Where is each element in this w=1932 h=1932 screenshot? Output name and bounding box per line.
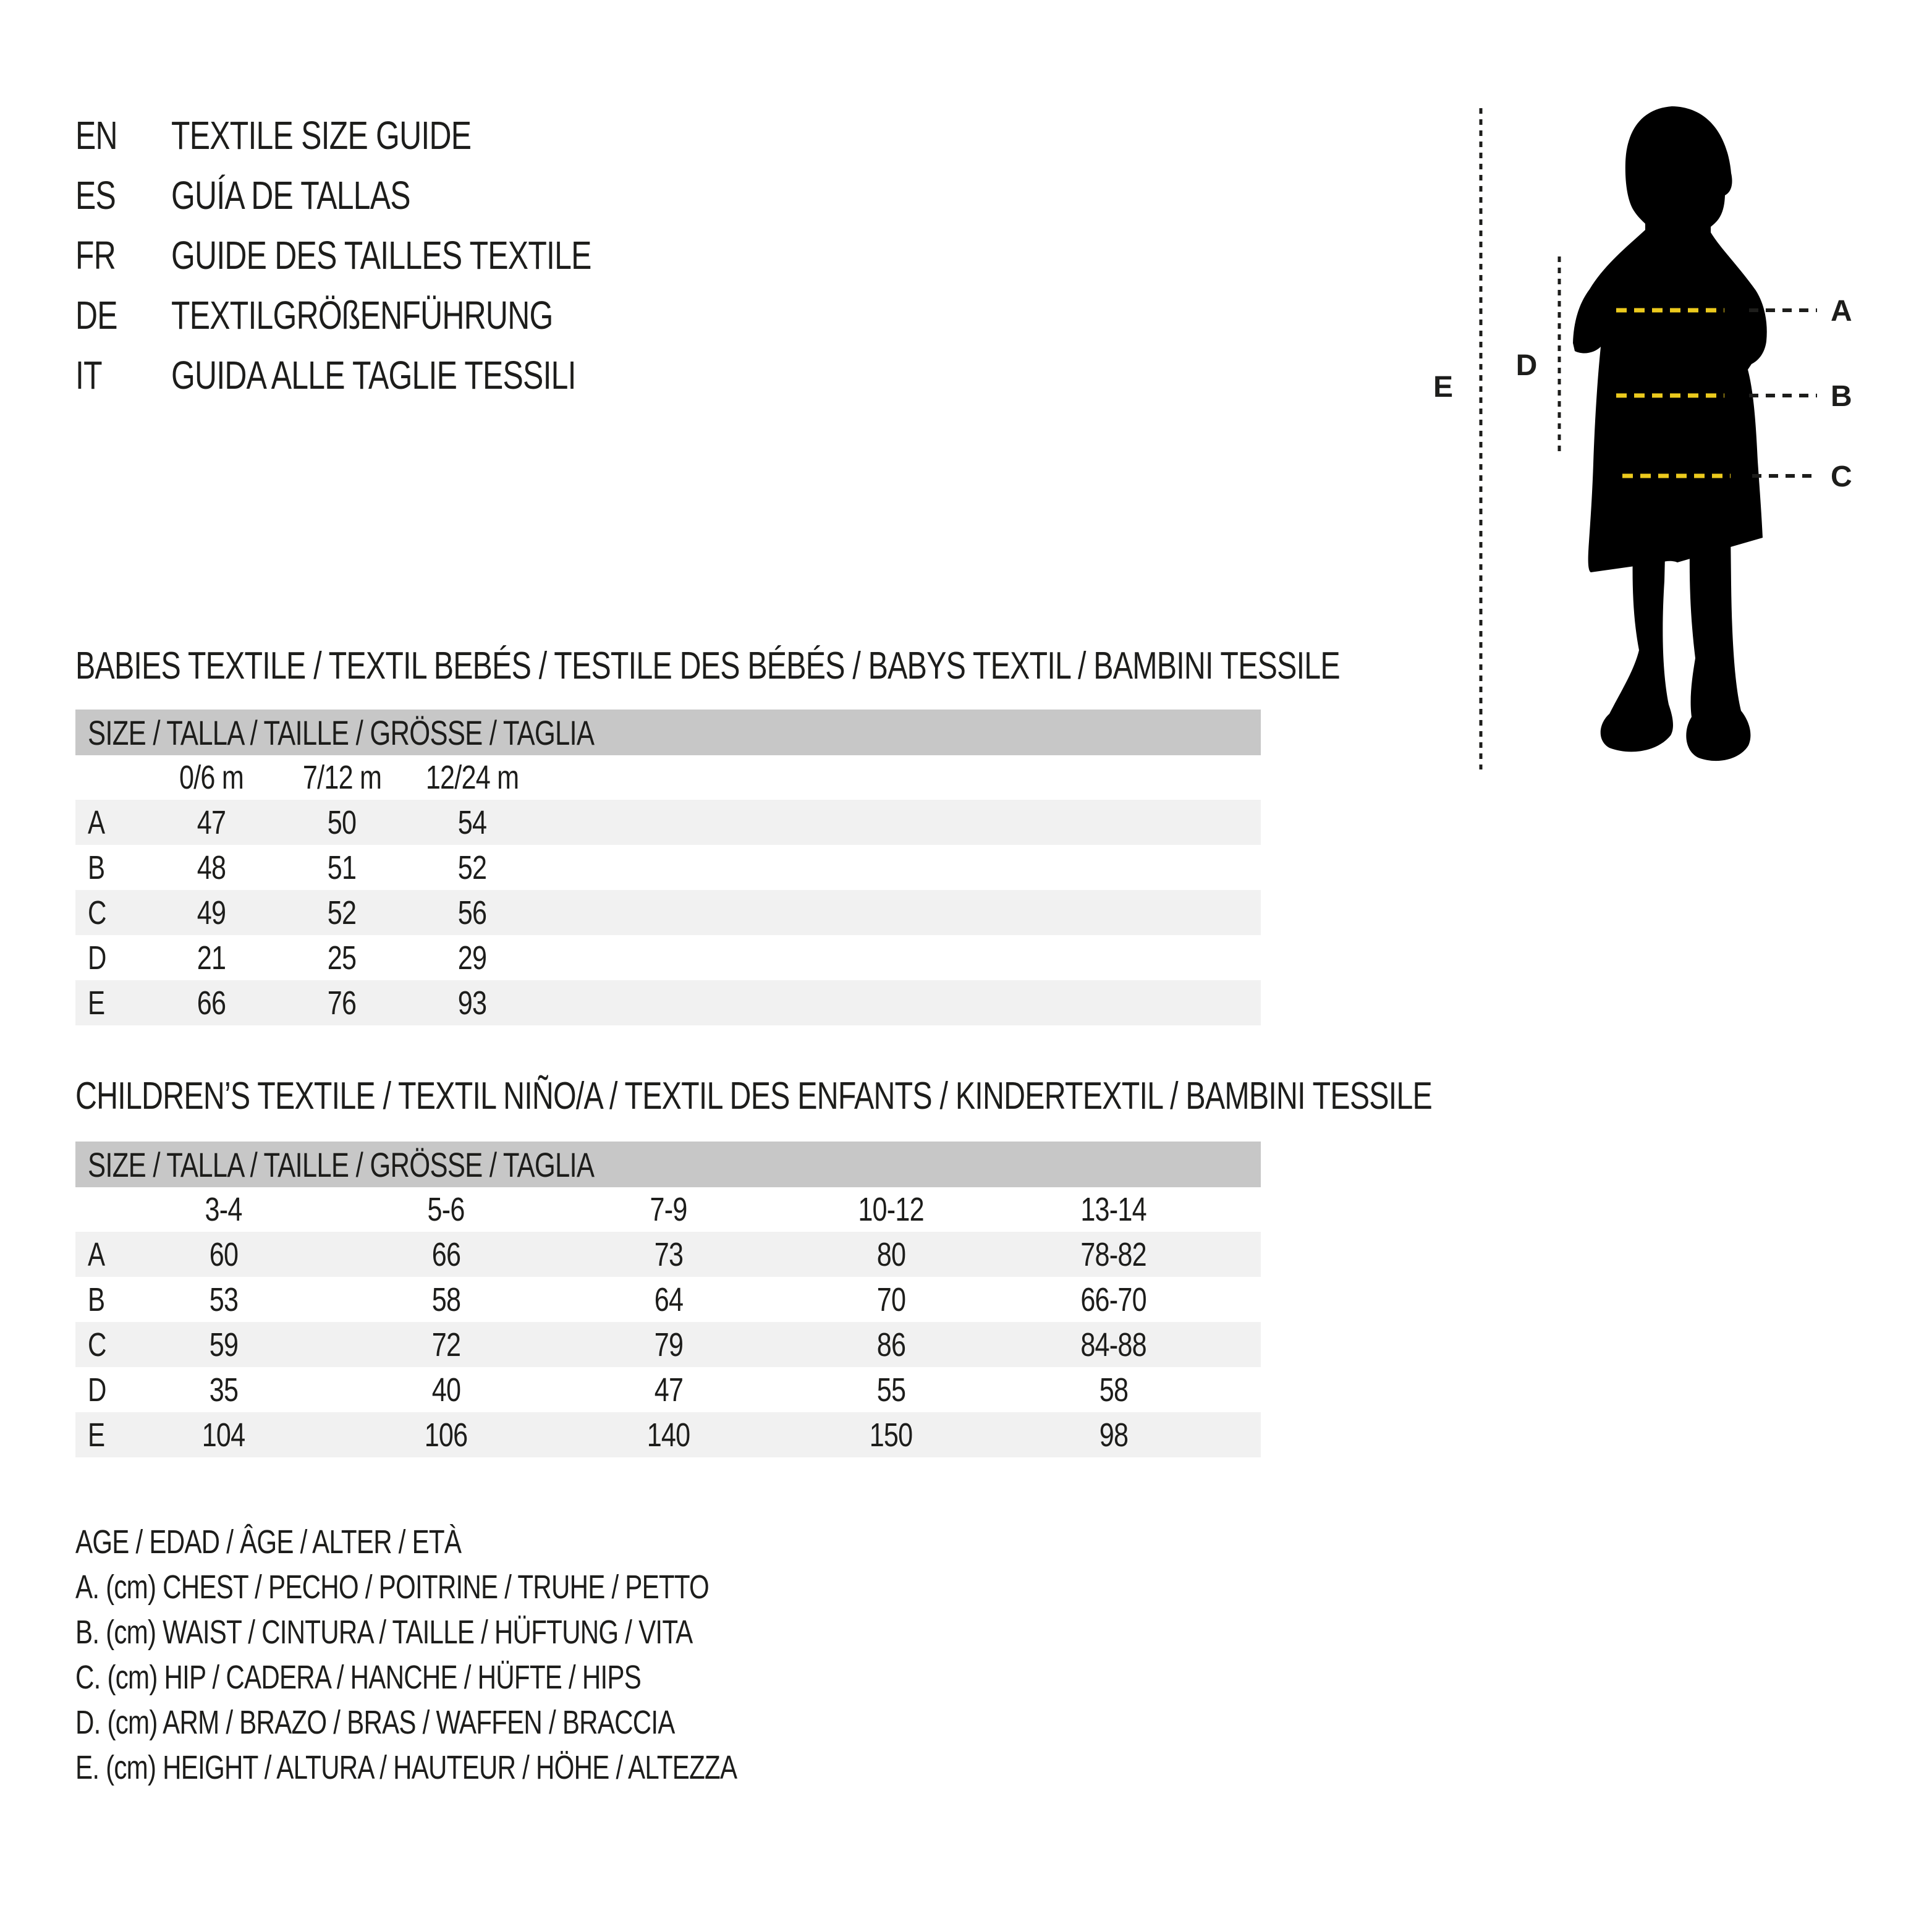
table-cell: 47: [197, 803, 226, 841]
legend-line-waist: B. (cm) WAIST / CINTURA / TAILLE / HÜFTUNG / VITA: [75, 1613, 693, 1651]
row-label: C: [88, 1326, 106, 1363]
legend-line-hip: C. (cm) HIP / CADERA / HANCHE / HÜFTE / HIPS: [75, 1658, 642, 1696]
figure-label-e: E: [1433, 371, 1454, 404]
row-label: A: [88, 1235, 105, 1273]
figure-label-d: D: [1515, 349, 1538, 382]
column-header: 13-14: [1080, 1191, 1147, 1228]
table-row: [75, 1232, 1261, 1277]
table-cell: 79: [654, 1326, 684, 1363]
table-row: [75, 1367, 1261, 1412]
table-cell: 104: [202, 1416, 245, 1454]
table-row: [75, 890, 1261, 935]
language-code: ES: [75, 172, 116, 218]
table-row: [75, 845, 1261, 890]
table-cell: 40: [431, 1371, 461, 1409]
figure-label-a: A: [1831, 295, 1852, 328]
language-code: IT: [75, 352, 102, 397]
babies-section-heading: BABIES TEXTILE / TEXTIL BEBÉS / TESTILE DES BÉBÉS / BABYS TEXTIL / BAMBINI TESSILE: [75, 645, 1340, 687]
figure-label-b: B: [1831, 380, 1852, 413]
children-size-table: [75, 1142, 1261, 1457]
table-row: [75, 1277, 1261, 1322]
legend-line-chest: A. (cm) CHEST / PECHO / POITRINE / TRUHE / PETTO: [75, 1568, 710, 1606]
page-title: GUIDA ALLE TAGLIE TESSILI: [171, 352, 576, 397]
page-title: GUIDE DES TAILLES TEXTILE: [171, 232, 591, 278]
table-cell: 72: [431, 1326, 461, 1363]
table-cell: 51: [328, 849, 357, 886]
measurement-legend: [75, 1519, 923, 1790]
children-section-heading: CHILDREN’S TEXTILE / TEXTIL NIÑO/A / TEXTIL DES ENFANTS / KINDERTEXTIL / BAMBINI TESSILE: [75, 1075, 1433, 1117]
row-label: A: [88, 803, 105, 841]
row-label: B: [88, 849, 105, 886]
title-language-list: [75, 105, 710, 405]
table-cell: 66-70: [1080, 1281, 1147, 1318]
table-cell: 78-82: [1080, 1235, 1147, 1273]
column-header: 7/12 m: [302, 759, 382, 796]
table-cell: 58: [431, 1281, 461, 1318]
table-cell: 59: [209, 1326, 239, 1363]
table-row: [75, 800, 1261, 845]
language-code: FR: [75, 232, 116, 278]
table-cell: 35: [209, 1371, 239, 1409]
table-cell: 84-88: [1080, 1326, 1147, 1363]
row-label: E: [88, 984, 105, 1022]
language-code: DE: [75, 292, 117, 337]
children-size-header-band: SIZE / TALLA / TAILLE / GRÖSSE / TAGLIA: [75, 1142, 1261, 1187]
row-label: B: [88, 1281, 105, 1318]
table-cell: 80: [876, 1235, 906, 1273]
table-row: [75, 1412, 1261, 1457]
table-cell: 54: [458, 803, 487, 841]
legend-line-height: E. (cm) HEIGHT / ALTURA / HAUTEUR / HÖHE / ALTEZZA: [75, 1748, 737, 1786]
column-header: 3-4: [205, 1191, 243, 1228]
babies-column-header-row: [75, 755, 1261, 800]
language-row: [75, 225, 710, 285]
table-cell: 52: [458, 849, 487, 886]
table-cell: 55: [876, 1371, 906, 1409]
table-cell: 70: [876, 1281, 906, 1318]
column-header: 5-6: [427, 1191, 465, 1228]
table-cell: 140: [647, 1416, 690, 1454]
table-row: [75, 935, 1261, 980]
table-cell: 52: [328, 894, 357, 931]
figure-label-c: C: [1831, 460, 1852, 493]
page-title: TEXTILE SIZE GUIDE: [171, 112, 472, 158]
table-cell: 150: [870, 1416, 913, 1454]
legend-line-age: AGE / EDAD / ÂGE / ALTER / ETÀ: [75, 1523, 462, 1561]
babies-size-table: [75, 710, 1261, 1025]
table-row: [75, 980, 1261, 1025]
table-cell: 98: [1099, 1416, 1129, 1454]
table-cell: 48: [197, 849, 226, 886]
table-cell: 49: [197, 894, 226, 931]
column-header: 7-9: [650, 1191, 688, 1228]
language-row: [75, 285, 710, 345]
table-cell: 73: [654, 1235, 684, 1273]
language-row: [75, 105, 710, 165]
row-label: D: [88, 939, 106, 977]
table-cell: 66: [431, 1235, 461, 1273]
page-title: TEXTILGRÖßENFÜHRUNG: [171, 292, 553, 337]
legend-line-arm: D. (cm) ARM / BRAZO / BRAS / WAFFEN / BRACCIA: [75, 1703, 675, 1741]
table-cell: 21: [197, 939, 226, 977]
table-cell: 93: [458, 984, 487, 1022]
column-header: 12/24 m: [426, 759, 519, 796]
table-cell: 86: [876, 1326, 906, 1363]
table-cell: 56: [458, 894, 487, 931]
table-cell: 66: [197, 984, 226, 1022]
page-title: GUÍA DE TALLAS: [171, 172, 410, 218]
table-row: [75, 1322, 1261, 1367]
row-label: E: [88, 1416, 105, 1454]
table-cell: 60: [209, 1235, 239, 1273]
table-cell: 29: [458, 939, 487, 977]
table-cell: 25: [328, 939, 357, 977]
language-row: [75, 165, 710, 225]
table-cell: 106: [425, 1416, 468, 1454]
column-header: 0/6 m: [179, 759, 244, 796]
column-header: 10-12: [858, 1191, 925, 1228]
table-cell: 76: [328, 984, 357, 1022]
table-cell: 64: [654, 1281, 684, 1318]
table-cell: 47: [654, 1371, 684, 1409]
row-label: C: [88, 894, 106, 931]
table-cell: 50: [328, 803, 357, 841]
table-cell: 53: [209, 1281, 239, 1318]
table-cell: 58: [1099, 1371, 1129, 1409]
language-row: [75, 345, 710, 405]
babies-size-header-band: SIZE / TALLA / TAILLE / GRÖSSE / TAGLIA: [75, 710, 1261, 755]
children-column-header-row: [75, 1187, 1261, 1232]
language-code: EN: [75, 112, 117, 158]
row-label: D: [88, 1371, 106, 1409]
